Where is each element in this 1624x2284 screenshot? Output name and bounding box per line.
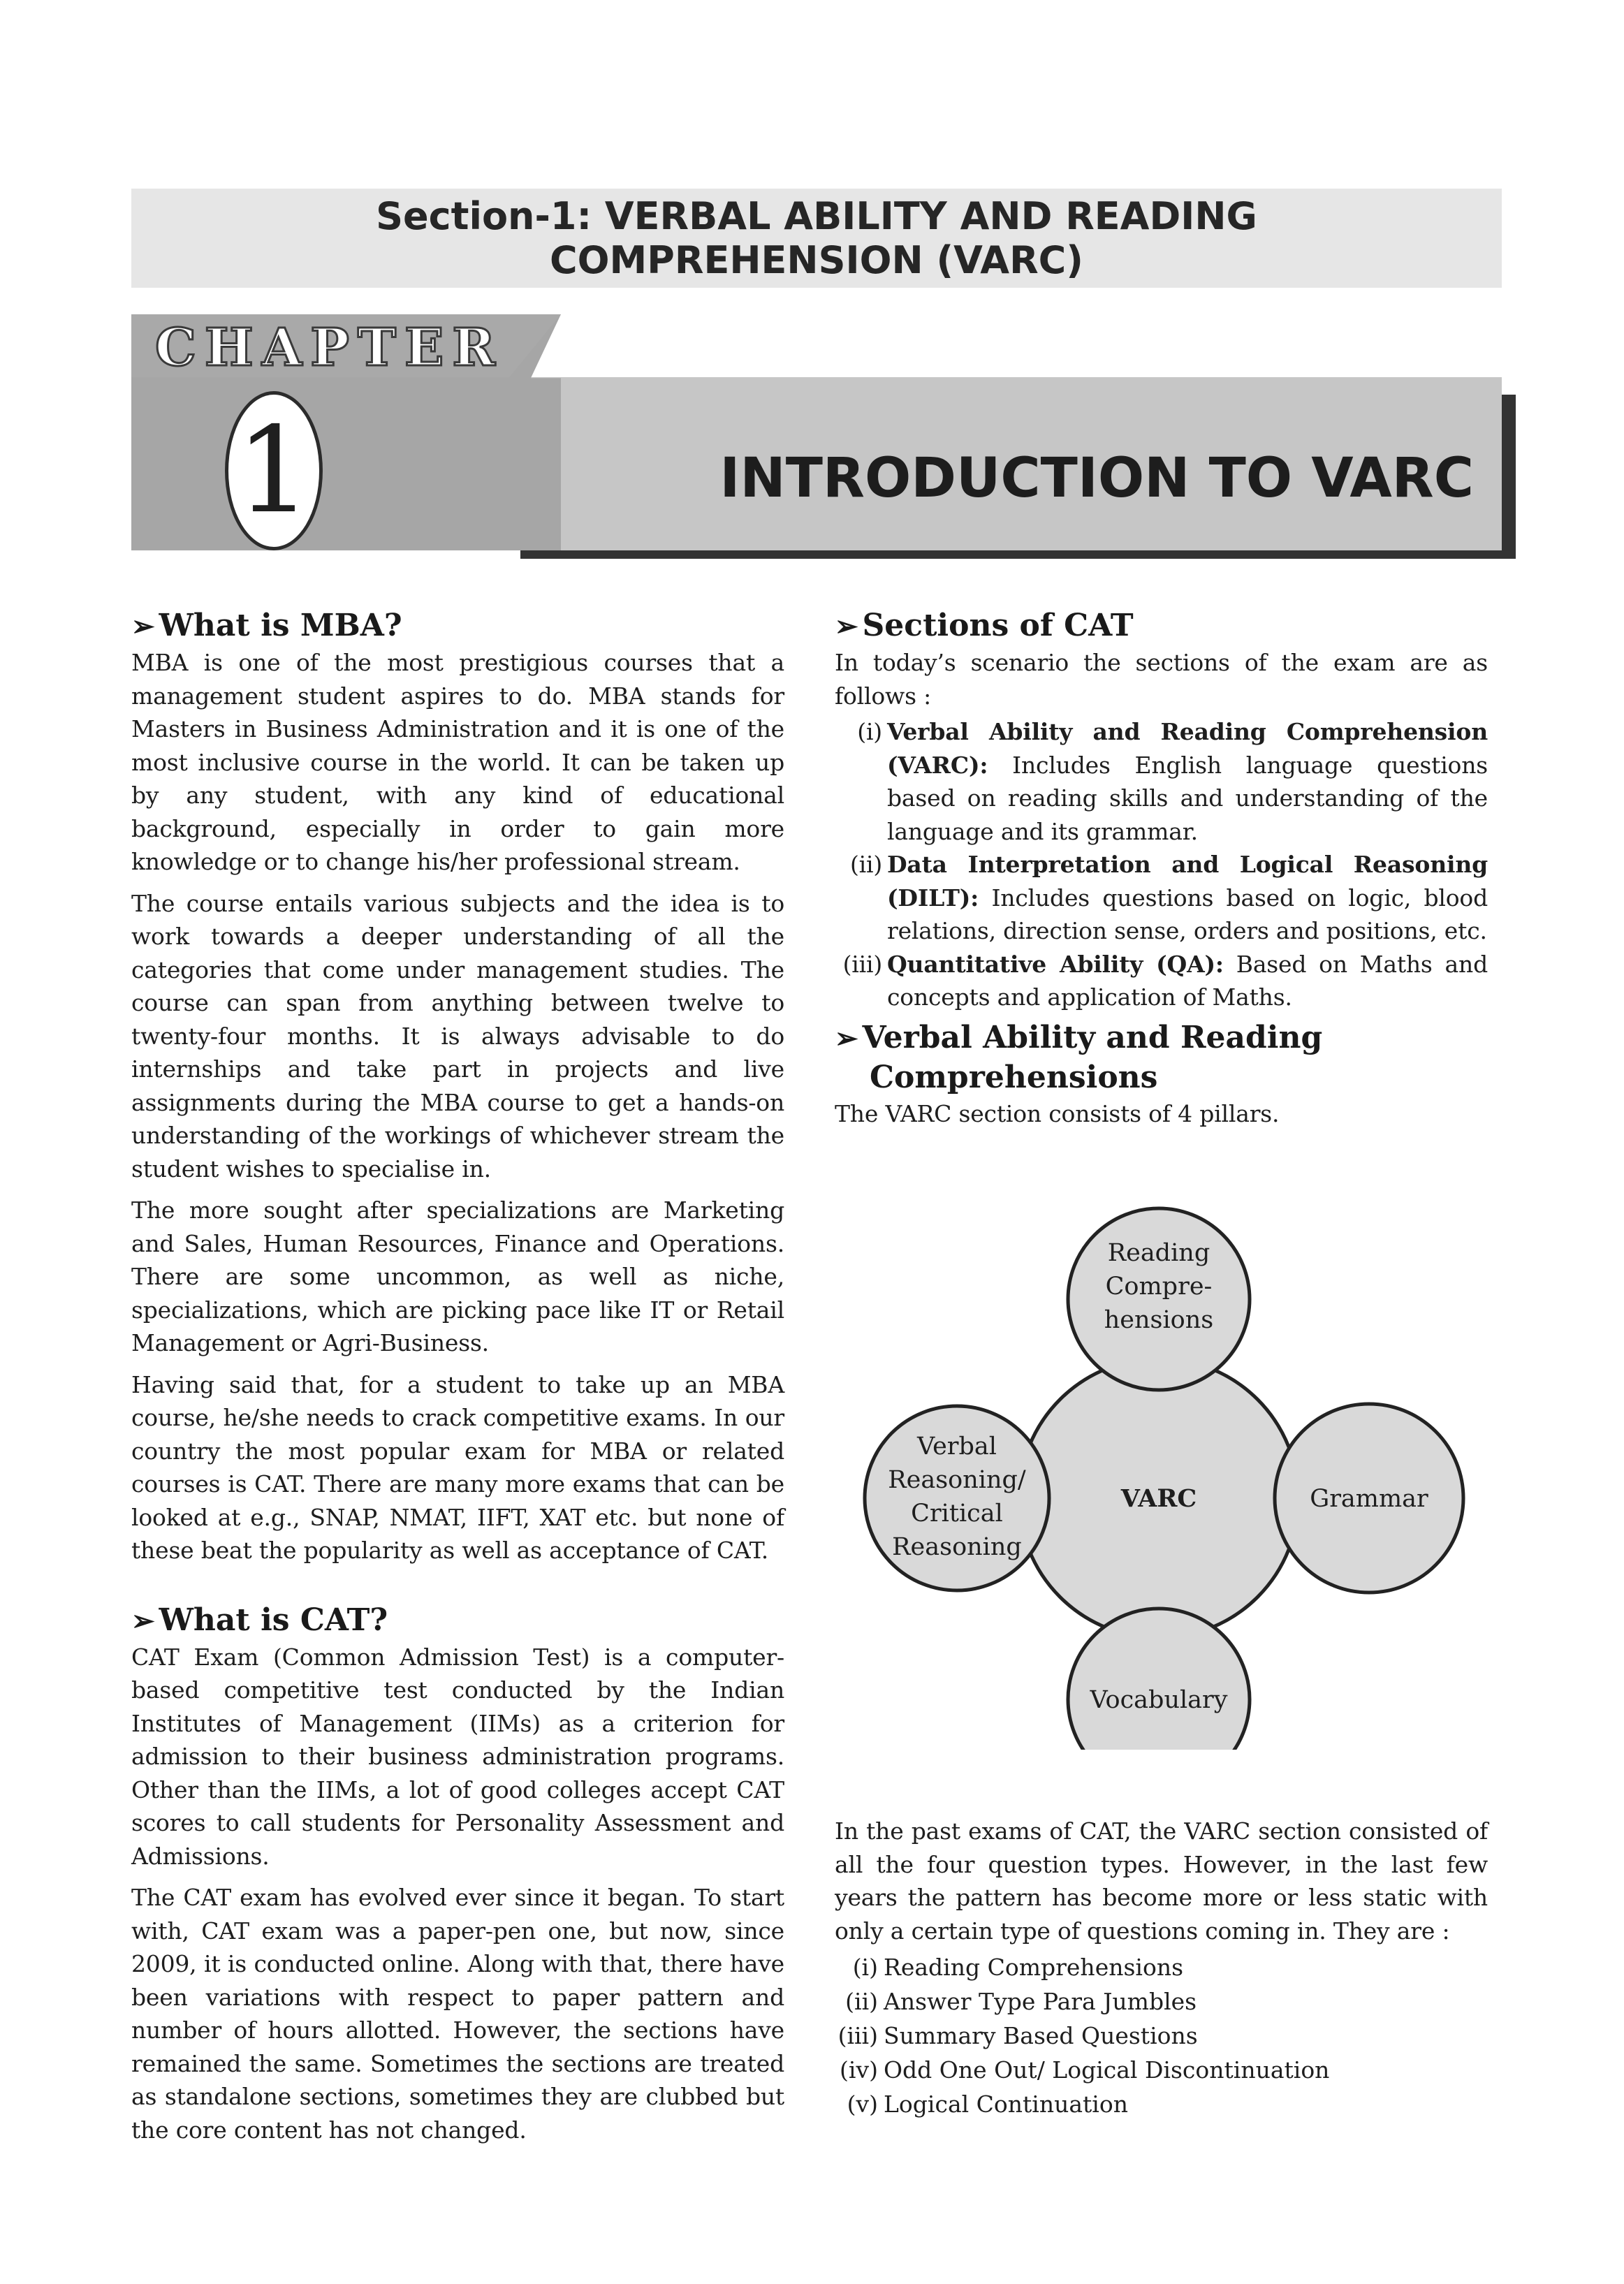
paragraph: The course entails various subjects and the idea is to work towards a deeper understanding of all the categories that come under management studies. The course can span from anything between twelve to twenty-four months. It is always advisable to do internships and take part in projects and live assignments during the MBA course to get a hands-on understanding of the workings of whichever stream the student wishes to specialise in. [131,889,784,1183]
list-number: (i) [852,1954,878,1981]
paragraph: In today’s scenario the sections of the exam are as follows : [835,649,1488,710]
heading-text: Verbal Ability and Reading Comprehensions [862,1019,1323,1095]
list-number: (v) [847,2091,878,2118]
center-label: VARC [1120,1484,1197,1513]
list-item [835,2087,1488,2121]
heading-text: What is CAT? [159,1602,388,1638]
list-item [835,2053,1488,2087]
chapter-title: INTRODUCTION TO VARC [719,447,1474,510]
left-label-line: Reasoning [892,1533,1022,1561]
list-item [835,848,1488,948]
heading-sections-of-cat [835,606,1488,646]
list-number: (ii) [845,1988,878,2015]
list-item [835,715,1488,848]
list-number: (iv) [840,2056,878,2084]
section-banner-line2: COMPREHENSION (VARC) [550,238,1083,282]
list-term: Verbal Ability and Reading Comprehension (VARC): [887,718,1488,779]
list-text: Logical Continuation [884,2091,1128,2118]
paragraph: Having said that, for a student to take up an MBA course, he/she needs to crack competitive exams. In our country the most popular exam for MBA or related courses is CAT. There are many more exams that can be looked at e.g., SNAP, NMAT, IIFT, XAT etc. but none of these beat the popularity as well as acceptance of CAT. [131,1370,784,1564]
heading-verbal-ability [835,1018,1488,1097]
list-item [835,1950,1488,1984]
list-number: (iii) [842,950,882,978]
left-label-line: Critical [911,1500,1003,1528]
arrow-bullet-icon: ➢ [131,610,155,643]
paragraph: The more sought after specializations are Marketing and Sales, Human Resources, Finance and Operations. There are some uncommon, as well as niche, specializations, which are picking pace like IT or Retail Management or Agri-Business. [131,1196,784,1356]
chapter-label: CHAPTER [155,318,504,378]
heading-what-is-cat [131,1601,784,1641]
arrow-bullet-icon: ➢ [835,610,858,643]
varc-pillars-diagram [835,1205,1488,1750]
left-label-line: Verbal [917,1433,997,1461]
sections-list [835,715,1488,1014]
list-text: Odd One Out/ Logical Discontinuation [884,2056,1330,2084]
list-item [835,948,1488,1014]
list-term: Quantitative Ability (QA): [887,950,1224,978]
right-column [835,606,1488,1139]
list-text: Based on Maths and concepts and application of Maths. [887,950,1488,1011]
paragraph: In the past exams of CAT, the VARC section consisted of all the four question types. However, in the last few years the pattern has become more or less static with only a certain type of questions coming in. They are : [835,1817,1488,1945]
list-term: Data Interpretation and Logical Reasoning (DILT): [887,851,1488,912]
section-banner [131,189,1502,288]
heading-text: Sections of CAT [862,608,1134,643]
arrow-bullet-icon: ➢ [835,1021,858,1055]
arrow-bullet-icon: ➢ [131,1604,155,1637]
left-label-line: Reasoning/ [888,1466,1026,1494]
list-text: Includes questions based on logic, blood relations, direction sense, orders and positions, etc. [887,884,1488,944]
top-label-line: hensions [1104,1306,1214,1334]
heading-what-is-mba [131,606,784,646]
list-number: (ii) [849,851,882,878]
list-item [835,1984,1488,2019]
top-label-line: Reading [1107,1239,1210,1267]
left-column [131,606,784,2155]
heading-text: What is MBA? [159,608,402,643]
right-column-lower [835,1815,1488,2121]
paragraph: The VARC section consists of 4 pillars. [835,1099,1280,1127]
spacer [131,1576,784,1601]
bottom-label: Vocabulary [1090,1686,1228,1714]
list-text: Answer Type Para Jumbles [884,1988,1197,2015]
question-types-list [835,1950,1488,2121]
paragraph: CAT Exam (Common Admission Test) is a computer-based competitive test conducted by the Indian Institutes of Management (IIMs) as a criterion for admission to their business administration programs. Other than the IIMs, a lot of good colleges accept CAT scores to call students for Personality Assessment and Admissions. [131,1643,784,1870]
right-label: Grammar [1310,1485,1428,1513]
list-text: Includes English language questions based on reading skills and understanding of the language and its grammar. [887,751,1488,845]
list-number: (iii) [837,2022,878,2049]
list-number: (i) [857,718,882,745]
section-banner-line1: Section-1: VERBAL ABILITY AND READING [376,194,1257,238]
top-label-line: Compre- [1105,1273,1213,1301]
chapter-number: 1 [225,391,323,550]
paragraph: The CAT exam has evolved ever since it began. To start with, CAT exam was a paper-pen one, but now, since 2009, it is conducted online. Along with that, there have been variations with respect to paper pattern and number of hours allotted. However, the sections have remained the same. Sometimes the sections are treated as standalone sections, sometimes they are clubbed but the core content has not changed. [131,1884,784,2144]
list-item [835,2019,1488,2053]
list-text: Summary Based Questions [884,2022,1198,2049]
list-text: Reading Comprehensions [884,1954,1184,1981]
bottom-circle [1068,1609,1250,1750]
paragraph: MBA is one of the most prestigious courses that a management student aspires to do. MBA stands for Masters in Business Administration and it is one of the most inclusive course in the world. It can be taken up by any student, with any kind of educational background, especially in order to gain more knowledge or to change his/her professional stream. [131,649,784,875]
